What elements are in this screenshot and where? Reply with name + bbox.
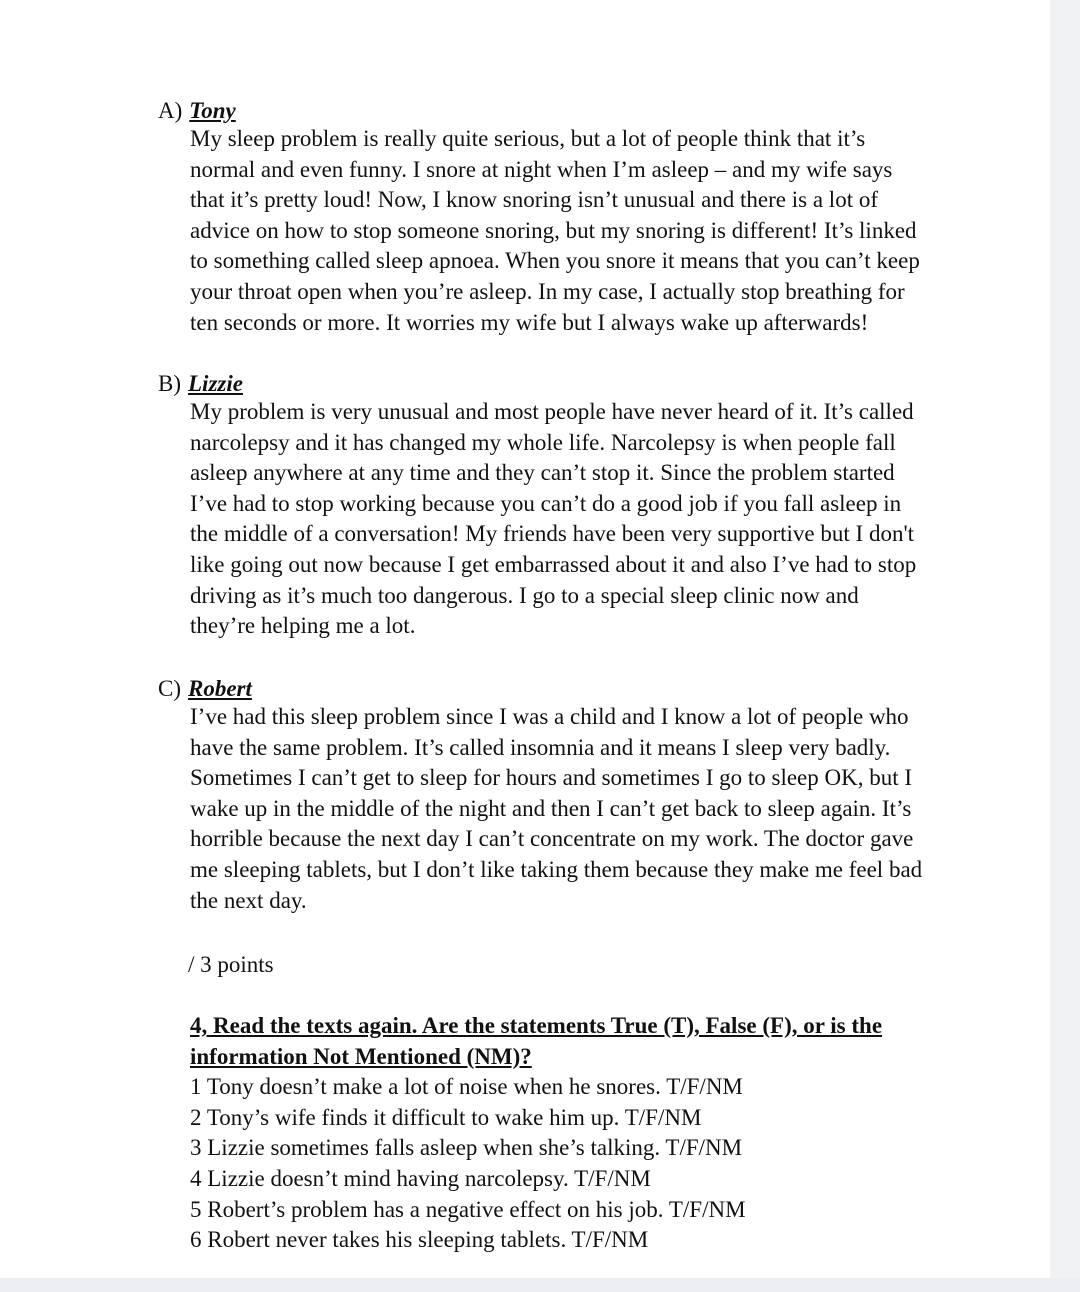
statement-item: 5 Robert’s problem has a negative effect on his job. T/F/NM [190,1196,746,1222]
section-paragraph [190,124,988,338]
section-tony [158,98,988,338]
paragraph-line: the middle of a conversation! My friends have been very supportive but I don't [190,521,914,547]
section-name: Lizzie [188,371,243,396]
task-title [190,1011,980,1072]
statement-item: 6 Robert never takes his sleeping tablets. T/F/NM [190,1227,649,1253]
section-lizzie [158,371,988,642]
section-paragraph [190,702,988,916]
paragraph-line: normal and even funny. I snore at night when I’m asleep – and my wife says [190,156,893,182]
statement-item: 3 Lizzie sometimes falls asleep when she’s talking. T/F/NM [190,1135,743,1161]
paragraph-line: advice on how to stop someone snoring, but my snoring is different! It’s linked [190,217,917,243]
paragraph-line: like going out now because I get embarrassed about it and also I’ve had to stop [190,551,917,577]
statement-list [190,1072,980,1256]
paragraph-line: to something called sleep apnoea. When you snore it means that you can’t keep [190,248,920,274]
paragraph-line: My problem is very unusual and most people have never heard of it. It’s called [190,399,914,424]
section-letter: A) [158,98,183,123]
paragraph-line: horrible because the next day I can’t concentrate on my work. The doctor gave [190,826,914,852]
paragraph-line: the next day. [190,887,307,913]
viewer-scroll-gutter [1050,0,1080,1292]
section-name: Tony [189,98,236,123]
paragraph-line: driving as it’s much too dangerous. I go to a special sleep clinic now and [190,582,859,608]
paragraph-line: I’ve had this sleep problem since I was a child and I know a lot of people who [190,704,909,729]
section-name: Robert [188,676,252,701]
paragraph-line: wake up in the middle of the night and then I can’t get back to sleep again. It’s [190,795,912,821]
paragraph-line: your throat open when you’re asleep. In my case, I actually stop breathing for [190,278,905,304]
section-letter: C) [158,676,181,701]
section-letter: B) [158,371,181,396]
points-label: / 3 points [188,952,274,977]
paragraph-line: ten seconds or more. It worries my wife but I always wake up afterwards! [190,309,869,335]
paragraph-line: have the same problem. It’s called insomnia and it means I sleep very badly. [190,734,891,760]
paragraph-line: me sleeping tablets, but I don’t like taking them because they make me feel bad [190,856,923,882]
section-heading [158,371,988,397]
paragraph-line: that it’s pretty loud! Now, I know snoring isn’t unusual and there is a lot of [190,187,878,213]
statement-item: 2 Tony’s wife finds it difficult to wake him up. T/F/NM [190,1104,702,1130]
task-title-line: 4, Read the texts again. Are the statements True (T), False (F), or is the [190,1013,883,1038]
viewer-bottom-margin [0,1278,1080,1292]
paragraph-line: Sometimes I can’t get to sleep for hours and sometimes I go to sleep OK, but I [190,765,913,791]
task-block [190,1011,980,1256]
section-robert [158,676,988,916]
statement-item: 4 Lizzie doesn’t mind having narcolepsy. T/F/NM [190,1165,651,1191]
section-heading [158,676,988,702]
section-paragraph [190,397,988,642]
paragraph-line: they’re helping me a lot. [190,613,416,639]
paragraph-line: narcolepsy and it has changed my whole life. Narcolepsy is when people fall [190,429,896,455]
paragraph-line: I’ve had to stop working because you can’t do a good job if you fall asleep in [190,490,902,516]
paragraph-line: asleep anywhere at any time and they can’t stop it. Since the problem started [190,460,895,486]
section-heading [158,98,988,124]
statement-item: 1 Tony doesn’t make a lot of noise when he snores. T/F/NM [190,1074,743,1100]
paragraph-line: My sleep problem is really quite serious, but a lot of people think that it’s [190,126,866,151]
task-title-line: information Not Mentioned (NM)? [190,1043,532,1069]
